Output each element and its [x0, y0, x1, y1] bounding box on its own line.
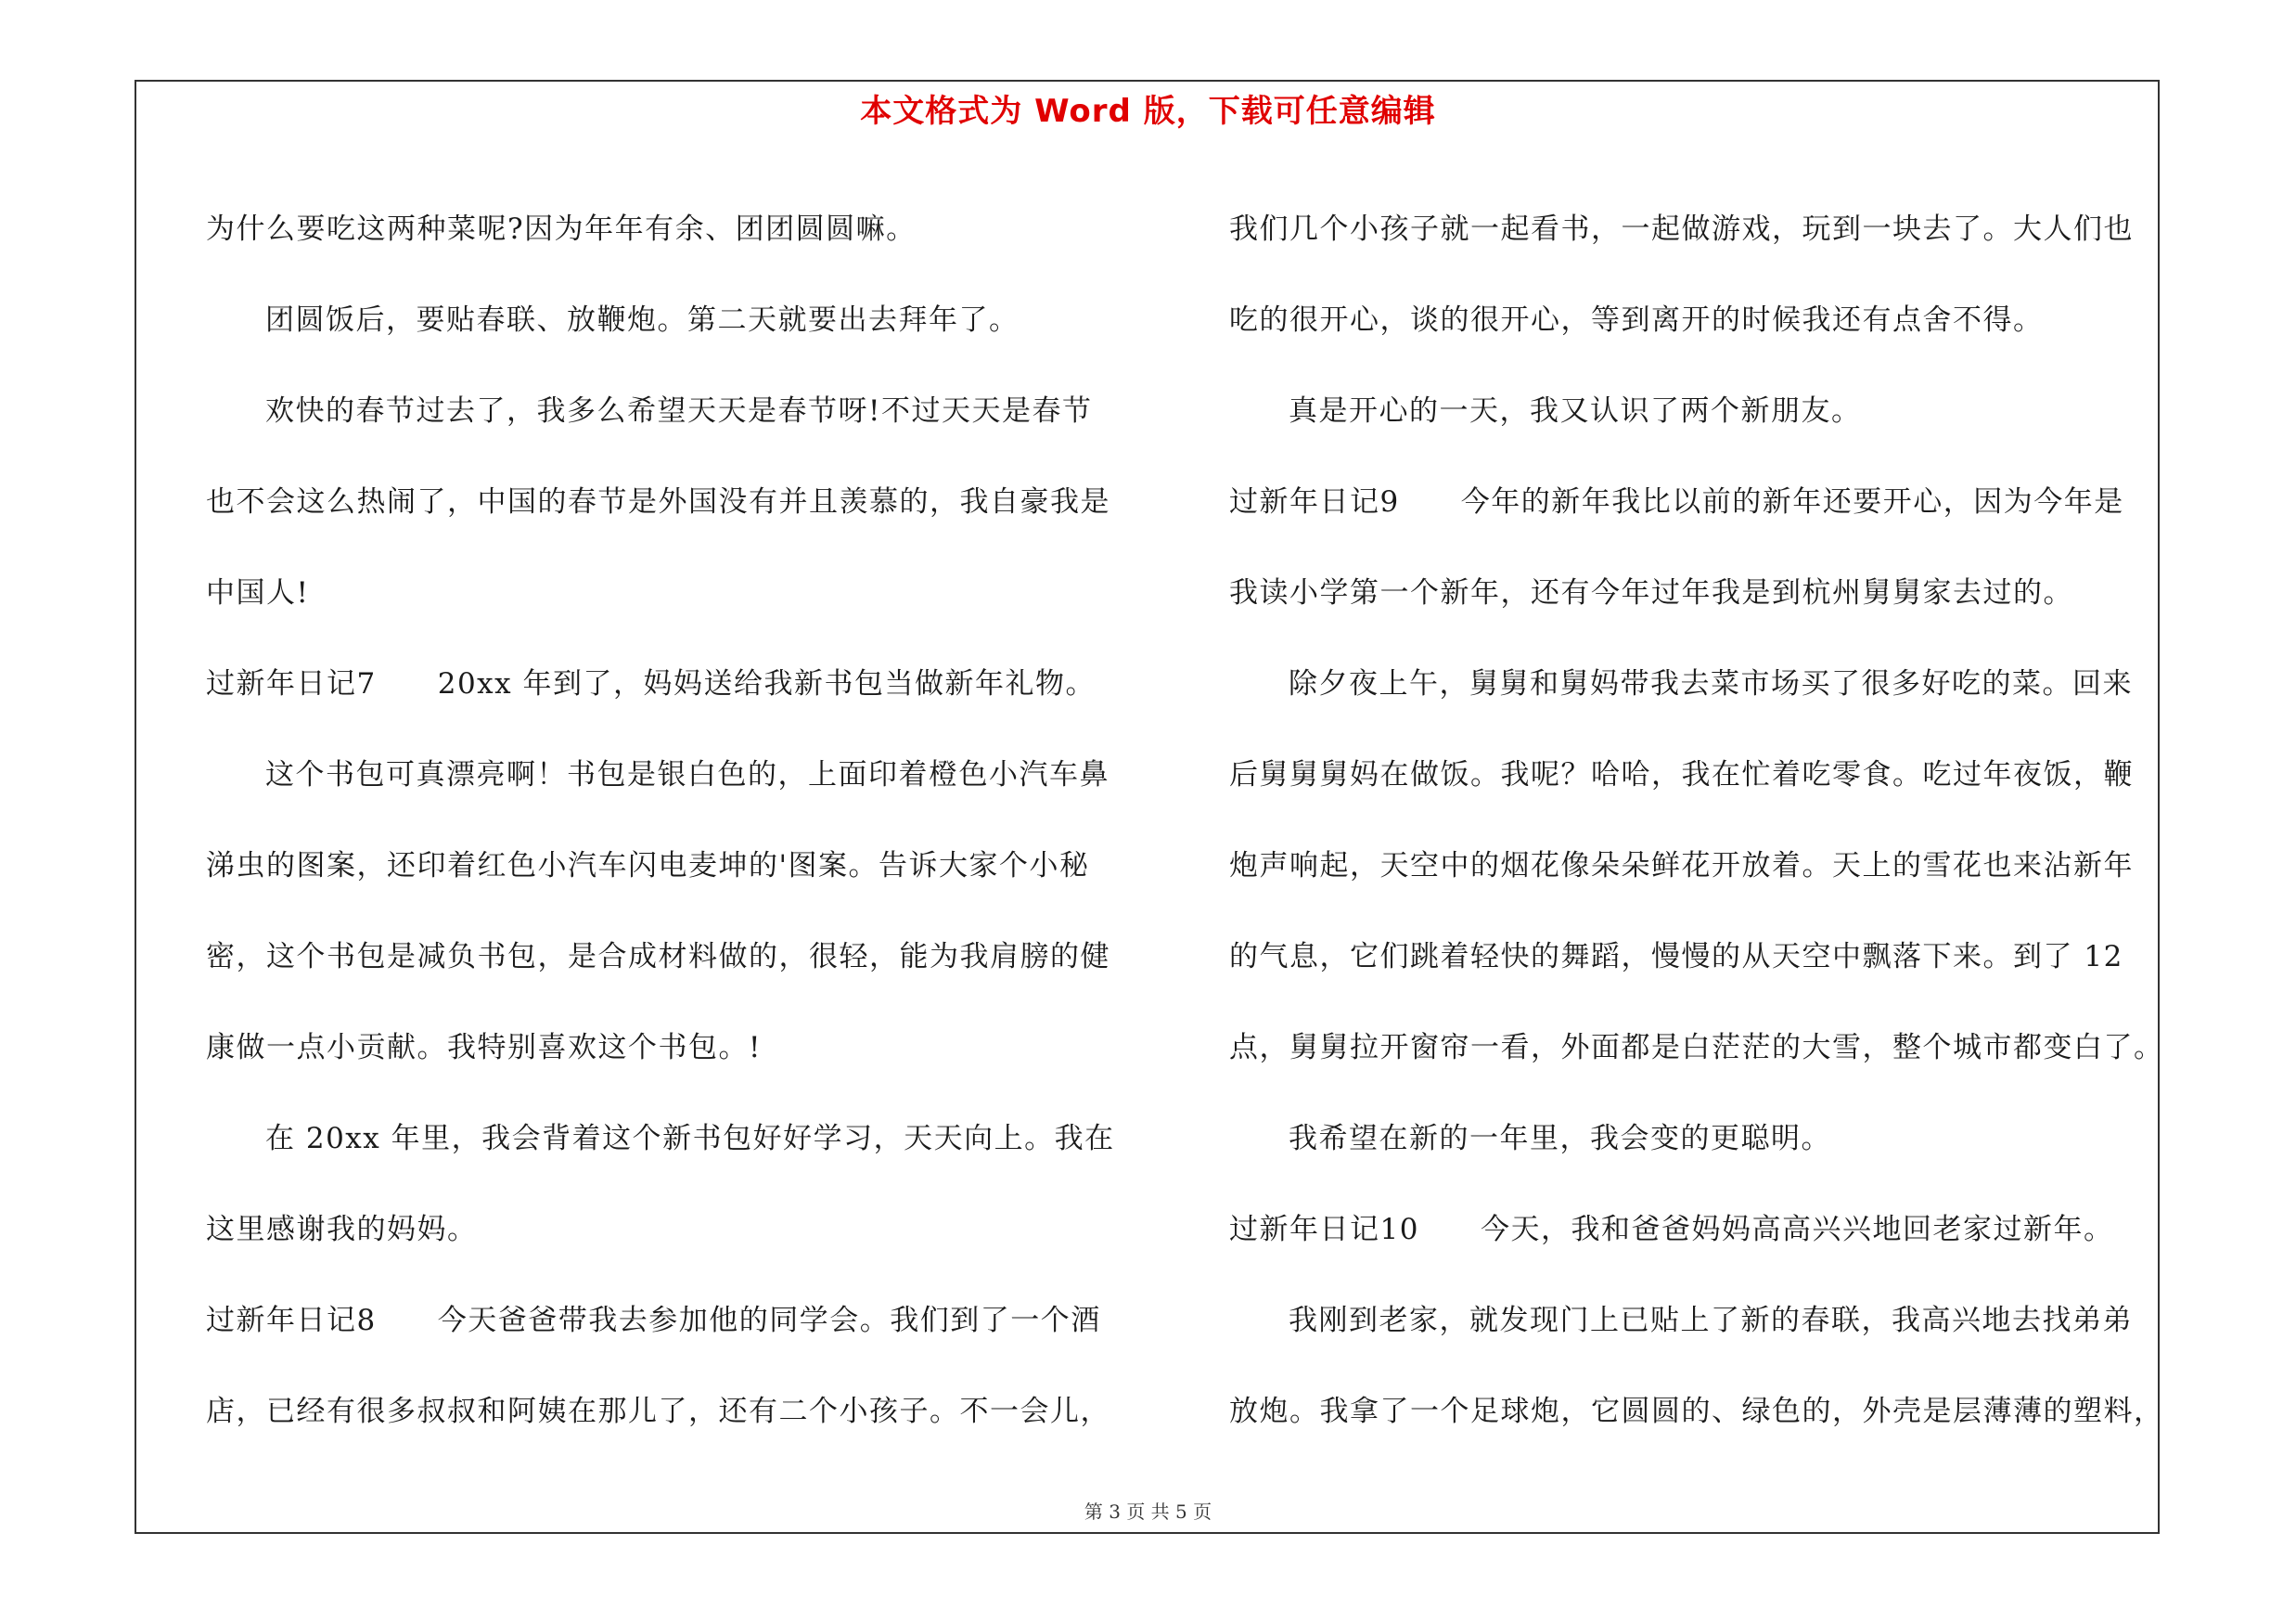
text-line: 欢快的春节过去了，我多么希望天天是春节呀!不过天天是春节: [265, 394, 1093, 428]
text-line: 吃的很开心，谈的很开心，等到离开的时候我还有点舍不得。: [1229, 303, 2044, 337]
text-line: 也不会这么热闹了，中国的春节是外国没有并且羡慕的，我自豪我是: [206, 485, 1110, 519]
text-line: 除夕夜上午，舅舅和舅妈带我去菜市场买了很多好吃的菜。回来: [1289, 667, 2133, 701]
text-line: 康做一点小贡献。我特别喜欢这个书包。!: [206, 1031, 762, 1064]
text-line: 后舅舅舅妈在做饭。我呢？哈哈，我在忙着吃零食。吃过年夜饭，鞭: [1229, 758, 2134, 792]
text-line: 我们几个小孩子就一起看书，一起做游戏，玩到一块去了。大人们也: [1229, 213, 2134, 246]
text-line: 我希望在新的一年里，我会变的更聪明。: [1289, 1122, 1831, 1155]
text-line: 这个书包可真漂亮啊！书包是银白色的，上面印着橙色小汽车鼻: [265, 758, 1110, 792]
diary-entry-line: [1229, 1184, 2157, 1275]
text-line: 20xx 年到了，妈妈送给我新书包当做新年礼物。: [437, 667, 1096, 701]
text-line: 今天爸爸带我去参加他的同学会。我们到了一个酒: [437, 1304, 1101, 1337]
page-number-footer: 第 3 页 共 5 页: [1084, 1501, 1212, 1523]
left-text-column: [206, 184, 1143, 1457]
text-line: 为什么要吃这两种菜呢?因为年年有余、团团圆圆嘛。: [206, 213, 917, 246]
text-line: 炮声响起，天空中的烟花像朵朵鲜花开放着。天上的雪花也来沾新年: [1229, 849, 2134, 882]
diary-entry-line: [1229, 457, 2157, 547]
text-line: 团圆饭后，要贴春联、放鞭炮。第二天就要出去拜年了。: [265, 303, 1020, 337]
text-line: 这里感谢我的妈妈。: [206, 1213, 478, 1246]
text-line: 店，已经有很多叔叔和阿姨在那儿了，还有二个小孩子。不一会儿，: [206, 1395, 1110, 1428]
text-line: 中国人!: [206, 576, 310, 610]
text-line: 真是开心的一天，我又认识了两个新朋友。: [1289, 394, 1862, 428]
text-line: 点，舅舅拉开窗帘一看，外面都是白茫茫的大雪，整个城市都变白了。: [1229, 1031, 2164, 1064]
diary-heading: 过新年日记7: [206, 667, 377, 701]
diary-entry-line: [206, 638, 1143, 729]
text-line: 今天，我和爸爸妈妈高高兴兴地回老家过新年。: [1480, 1213, 2114, 1246]
text-line: 放炮。我拿了一个足球炮，它圆圆的、绿色的，外壳是层薄薄的塑料，: [1229, 1395, 2164, 1428]
text-line: 涕虫的图案，还印着红色小汽车闪电麦坤的'图案。告诉大家个小秘: [206, 849, 1090, 882]
diary-entry-line: [206, 1275, 1143, 1366]
right-text-column: [1229, 184, 2164, 1457]
diary-heading: 过新年日记9: [1229, 485, 1400, 519]
text-line: 我读小学第一个新年，还有今年过年我是到杭州舅舅家去过的。: [1229, 576, 2073, 610]
text-line: 在 20xx 年里，我会背着这个新书包好好学习，天天向上。我在: [265, 1122, 1115, 1155]
text-line: 密，这个书包是减负书包，是合成材料做的，很轻，能为我肩膀的健: [206, 940, 1110, 973]
text-line: 今年的新年我比以前的新年还要开心，因为今年是: [1460, 485, 2124, 519]
text-line: 的气息，它们跳着轻快的舞蹈，慢慢的从天空中飘落下来。到了 12: [1229, 940, 2123, 973]
text-line: 我刚到老家，就发现门上已贴上了新的春联，我高兴地去找弟弟: [1289, 1304, 2133, 1337]
diary-heading: 过新年日记8: [206, 1304, 377, 1337]
document-banner: 本文格式为 Word 版，下载可任意编辑: [860, 93, 1436, 130]
diary-heading: 过新年日记10: [1229, 1213, 1419, 1246]
